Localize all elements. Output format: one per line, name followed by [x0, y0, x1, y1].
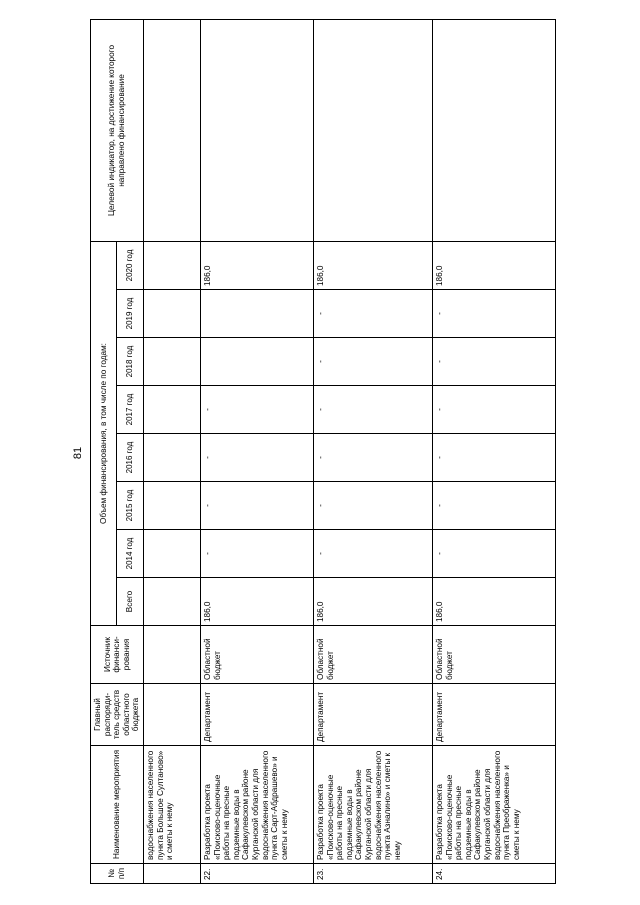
header-total: Всего	[117, 578, 143, 626]
cell-target	[143, 19, 200, 241]
cell-year-2017: -	[432, 386, 555, 434]
header-volume: Объем финансирования, в том числе по годам:	[91, 241, 117, 625]
cell-year	[143, 482, 200, 530]
header-name: Наименование мероприятия	[91, 746, 144, 864]
cell-total: 186,0	[200, 578, 313, 626]
cell-year-2019: -	[432, 290, 555, 338]
cell-source: Областной бюджет	[200, 626, 313, 684]
rotated-table-container	[90, 44, 610, 884]
cell-target	[200, 19, 313, 241]
cell-total: 186,0	[432, 578, 555, 626]
cell-year-2015: -	[432, 482, 555, 530]
cell-year-2016: -	[432, 434, 555, 482]
cell-year	[143, 530, 200, 578]
header-year-2020: 2020 год	[117, 241, 143, 289]
cell-year-2020: 186,0	[313, 241, 432, 289]
header-year-2016: 2016 год	[117, 434, 143, 482]
cell-year-2017: -	[313, 386, 432, 434]
header-year-2014: 2014 год	[117, 530, 143, 578]
cell-year-2015: -	[200, 482, 313, 530]
cell-target	[313, 19, 432, 241]
cell-year-2018: -	[313, 338, 432, 386]
header-source: Источник финанси-рования	[91, 626, 144, 684]
cell-year-2020: 186,0	[200, 241, 313, 289]
header-year-2017: 2017 год	[117, 386, 143, 434]
cell-total	[143, 578, 200, 626]
cell-year-2016: -	[200, 434, 313, 482]
cell-year-2016: -	[313, 434, 432, 482]
cell-source: Областной бюджет	[313, 626, 432, 684]
cell-name: водоснабжения населенного пункта Большое Султаново» и сметы к нему	[143, 746, 200, 864]
cell-year-2019	[200, 290, 313, 338]
table-row	[313, 19, 432, 883]
header-row-1	[91, 19, 117, 883]
financing-table	[90, 19, 556, 884]
cell-name: Разработка проекта «Поисково-оценочные работы на пресные подземные воды в Сафакулевском районе Курганской области для водоснабжения населенного пункта Сарт-Абдрашево» и сметы к нему	[200, 746, 313, 864]
cell-admin	[143, 684, 200, 746]
cell-num: 24.	[432, 864, 555, 884]
cell-num: 23.	[313, 864, 432, 884]
cell-year-2014: -	[313, 530, 432, 578]
table-row	[432, 19, 555, 883]
header-year-2018: 2018 год	[117, 338, 143, 386]
header-year-2015: 2015 год	[117, 482, 143, 530]
cell-year-2018	[200, 338, 313, 386]
cell-year	[143, 386, 200, 434]
header-target: Целевой индикатор, на достижение которого направлено финансирование	[91, 19, 144, 241]
cell-total: 186,0	[313, 578, 432, 626]
cell-source	[143, 626, 200, 684]
cell-admin: Департамент	[313, 684, 432, 746]
cell-year-2015: -	[313, 482, 432, 530]
cell-source: Областной бюджет	[432, 626, 555, 684]
cell-num	[143, 864, 200, 884]
cell-admin: Департамент	[432, 684, 555, 746]
page-number: 81	[72, 446, 85, 460]
cell-year-2020: 186,0	[432, 241, 555, 289]
cell-year-2014: -	[200, 530, 313, 578]
cell-name: Разработка проекта «Поисково-оценочные работы на пресные подземные воды в Сафакулевском районе Курганской области для водоснабжения населенного пункта Преображенка» и сметы к нему	[432, 746, 555, 864]
cell-year	[143, 290, 200, 338]
cell-year-2017: -	[200, 386, 313, 434]
header-num: № п/п	[91, 864, 144, 884]
cell-admin: Департамент	[200, 684, 313, 746]
cell-num: 22.	[200, 864, 313, 884]
cell-year	[143, 241, 200, 289]
header-admin: Главный распоряди-тель средств областного бюджета	[91, 684, 144, 746]
cell-year-2014: -	[432, 530, 555, 578]
cell-target	[432, 19, 555, 241]
table-row	[200, 19, 313, 883]
header-year-2019: 2019 год	[117, 290, 143, 338]
cell-name: Разработка проекта «Поисково-оценочные работы на пресные подземные воды в Сафакулевском районе Курганской области для водоснабжения населенного пункта Азналино» и сметы к нему	[313, 746, 432, 864]
table-row-continuation	[143, 19, 200, 883]
cell-year	[143, 434, 200, 482]
cell-year-2019: -	[313, 290, 432, 338]
cell-year-2018: -	[432, 338, 555, 386]
cell-year	[143, 338, 200, 386]
